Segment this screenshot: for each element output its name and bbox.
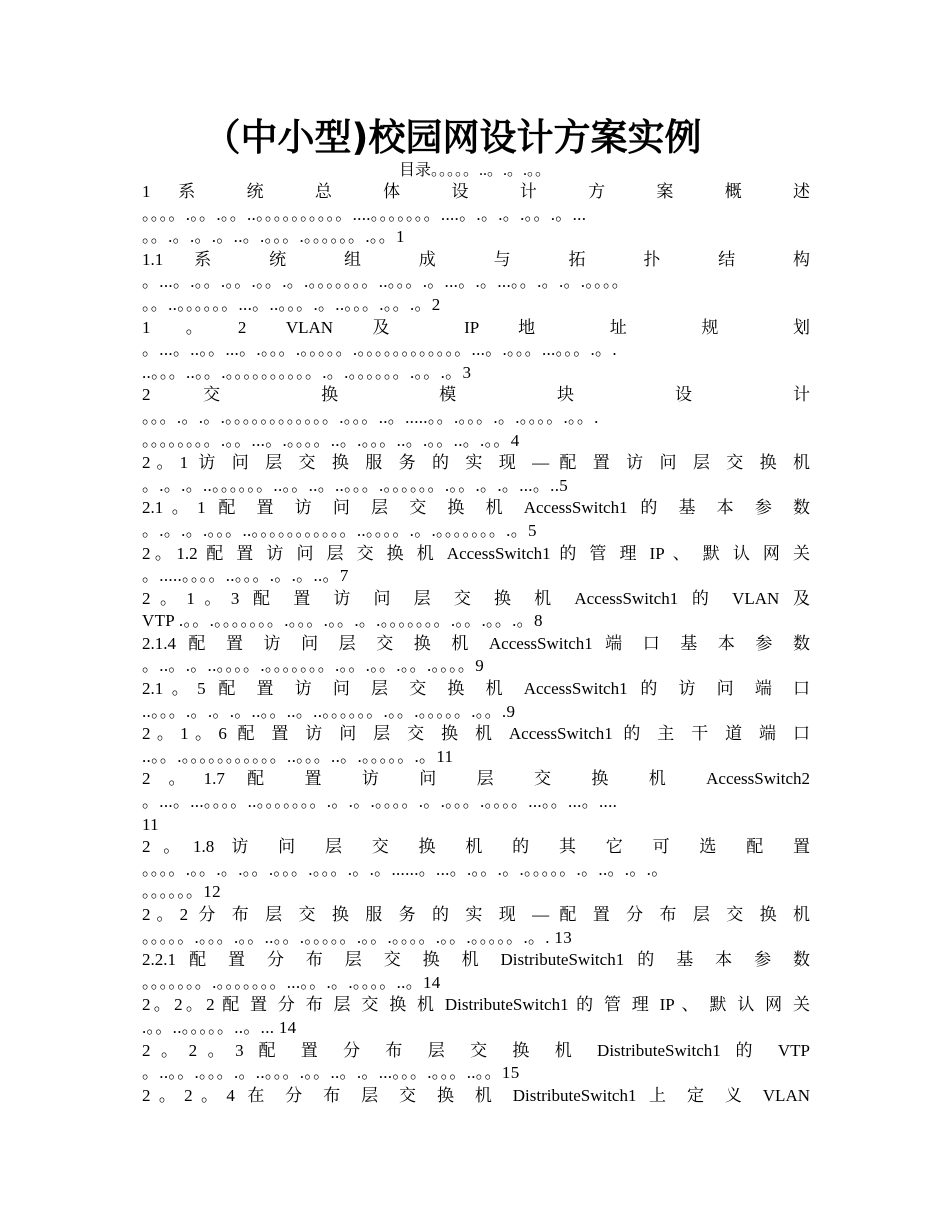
toc-entry-trail: 。。。。。。12 [142, 882, 221, 902]
table-of-contents [142, 181, 810, 1107]
toc-entry-leader: .。。..。。。。。..。... 14 [142, 1017, 297, 1037]
toc-entry[interactable] [142, 723, 810, 768]
toc-entry-heading: 2.1。1 配 置 访 问 层 交 换 机 AccessSwitch1 的 基 本 参 数 [142, 498, 810, 518]
toc-entry[interactable] [142, 384, 810, 452]
toc-entry-leader: 。.....。。。。..。。。.。.。..。7 [142, 566, 349, 586]
toc-entry-leader: 。。。。。。。.。。。。。。。...。。.。.。。。。..。14 [142, 972, 441, 992]
toc-entry-leader: 。...。.。。.。。.。。.。.。。。。。。。..。。。.。...。.。...。。.。.。.。。。。 [142, 272, 630, 292]
toc-entry-heading: 2。1.7 配 置 访 问 层 交 换 机 AccessSwitch2 [142, 769, 810, 789]
toc-entry[interactable] [142, 1085, 810, 1108]
toc-entry-leader: ..。。.。。。。。。。。。。。..。。。..。.。。。。。.。11 [142, 746, 454, 766]
toc-entry-heading: 2。1。3 配 置 访 问 层 交 换 机 AccessSwitch1 的 VLAN 及 [142, 588, 810, 608]
toc-entry[interactable] [142, 452, 810, 497]
toc-entry[interactable] [142, 678, 810, 723]
toc-entry-heading: 2。1。6 配 置 访 问 层 交 换 机 AccessSwitch1 的 主 干 道 端 口 [142, 724, 810, 744]
toc-entry[interactable] [142, 768, 810, 836]
toc-entry-leader: 。.。.。.。。。..。。。。。。。。。。。..。。。。.。.。。。。。。。.。5 [142, 520, 537, 540]
toc-entry[interactable] [142, 836, 810, 904]
toc-entry[interactable] [142, 633, 810, 678]
toc-entry[interactable] [142, 181, 810, 249]
toc-entry-heading: 2。1.8 访 问 层 交 换 机 的 其 它 可 选 配 置 [142, 837, 810, 857]
toc-entry-heading: 2.1。5 配 置 访 问 层 交 换 机 AccessSwitch1 的 访 问 端 口 [142, 679, 810, 699]
toc-entry-leader: 。。。。。.。。。.。。..。。.。。。。。.。。.。。。。.。。.。。。。。.。. 13 [142, 927, 572, 947]
toc-entry[interactable] [142, 949, 810, 994]
toc-heading: 目录。。。。。..。.。.。。 [398, 162, 551, 179]
toc-entry-heading: 2。2。4 在 分 布 层 交 换 机 DistributeSwitch1 上 定 义 VLAN [142, 1085, 810, 1105]
toc-entry-heading: 2。2 分 布 层 交 换 服 务 的 实 现 — 配 置 分 布 层 交 换 机 [142, 905, 810, 924]
toc-entry-heading: 2。1.2 配 置 访 问 层 交 换 机 AccessSwitch1 的 管 理 IP 、 默 认 网 关 [142, 543, 810, 563]
toc-entry-leader: VTP .。。.。。。。。。。.。。。.。。.。.。。。。。。。.。。.。。.。8 [142, 611, 543, 631]
toc-entry-leader: 。..。.。..。。。。.。。。。。。。.。。.。。.。。.。。。。9 [142, 656, 484, 676]
toc-entry-heading: 2。2。2 配 置 分 布 层 交 换 机 DistributeSwitch1 的 管 理 IP 、 默 认 网 关 [142, 995, 810, 1015]
toc-entry-heading: 1 系 统 总 体 设 计 方 案 概 述 [142, 182, 810, 201]
toc-entry[interactable] [142, 1040, 810, 1085]
toc-entry-leader: ..。。。.。.。.。..。。..。..。。。。。。.。。.。。。。。.。。.9 [142, 701, 516, 721]
toc-entry-trail: ..。。。..。。.。。。。。。。。。。.。.。。。。。。.。。.。3 [142, 362, 472, 382]
toc-entry[interactable] [142, 497, 810, 542]
toc-entry-trail: 。。.。.。.。..。.。。。.。。。。。。.。。1 [142, 227, 405, 247]
toc-entry[interactable] [142, 588, 810, 633]
toc-entry[interactable] [142, 249, 810, 317]
toc-entry-leader: 。...。..。。...。.。。。.。。。。。.。。。。。。。。。。。。...。.。。。...。。。.。. [142, 340, 617, 360]
toc-entry-heading: 2。1 访 问 层 交 换 服 务 的 实 现 — 配 置 访 问 层 交 换 机 [142, 453, 810, 473]
toc-entry-trail: 。。。。。。。。.。。...。.。。。。..。.。。。..。.。。..。.。。4 [142, 430, 520, 450]
toc-entry-leader: 。.。.。..。。。。。。..。。..。..。。。.。。。。。。.。。.。.。...。..5 [142, 475, 569, 495]
toc-entry-leader: 。。。。.。。.。。..。。。。。。。。。。....。。。。。。。....。.。.。.。。.。... [142, 204, 587, 224]
toc-entry-heading: 2。2。3 配 置 分 布 层 交 换 机 DistributeSwitch1 的 VTP [142, 1040, 810, 1060]
toc-entry-trail: 11 [142, 814, 159, 834]
toc-entry-heading: 2.2.1 配 置 分 布 层 交 换 机 DistributeSwitch1 的 基 本 参 数 [142, 950, 810, 970]
toc-entry-leader: 。。。。.。。.。.。。.。。。.。。。.。.。......。...。.。。.。.。。。。。.。..。.。.。 [142, 859, 669, 879]
toc-entry[interactable] [142, 317, 810, 385]
toc-entry-trail: 。。..。。。。。。...。..。。。.。..。。。.。。.。2 [142, 294, 441, 314]
toc-entry-heading: 1。2 VLAN 及 IP 地 址 规 划 [142, 317, 810, 337]
toc-entry-heading: 2 交 换 模 块 设 计 [142, 385, 810, 405]
toc-entry[interactable] [142, 543, 810, 588]
document-title: （中小型)校园网设计方案实例 [203, 116, 702, 159]
toc-entry-heading: 2.1.4 配 置 访 问 层 交 换 机 AccessSwitch1 端 口 基 本 参 数 [142, 633, 810, 653]
toc-entry-leader: 。..。。.。。。.。..。。。.。。..。.。...。。。.。。。..。。15 [142, 1063, 520, 1083]
toc-entry[interactable] [142, 994, 810, 1039]
toc-entry-leader: 。。。.。.。.。。。。。。。。。。。。.。。。..。.....。。.。。。.。.。。。。.。。. [142, 407, 599, 427]
toc-entry[interactable] [142, 904, 810, 949]
toc-entry-leader: 。...。...。。。。..。。。。。。。.。.。.。。。。.。.。。。.。。。。...。。...。.... [142, 792, 618, 812]
toc-entry-heading: 1.1 系 统 组 成 与 拓 扑 结 构 [142, 249, 810, 269]
